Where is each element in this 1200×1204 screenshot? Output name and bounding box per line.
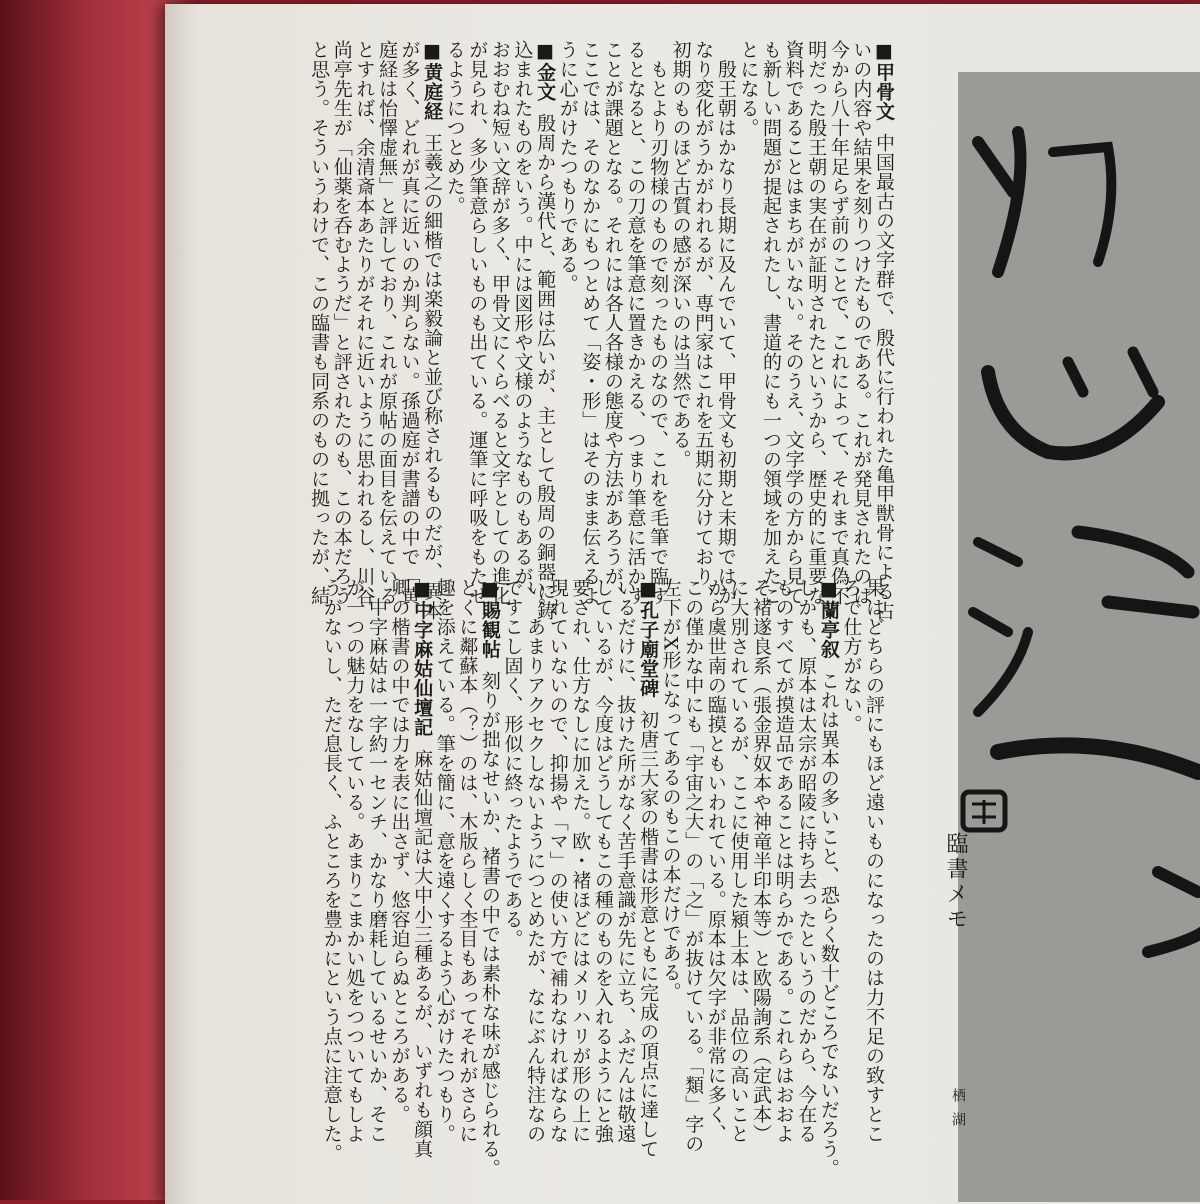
text-column [669, 40, 692, 565]
text-column [556, 40, 579, 565]
text-column [466, 40, 489, 606]
column-text: 今から八十年足らず前のことで、これによって、それまで真偽不 [827, 40, 850, 606]
text-column [388, 578, 411, 1148]
brush-stroke [1078, 532, 1193, 612]
brush-stroke [973, 542, 1028, 712]
text-column [478, 578, 501, 1178]
text-column [511, 40, 534, 606]
column-text: が一つの魅力をなしている。あまりこまかい処をつついてもしよ [343, 578, 366, 1144]
text-column [375, 40, 398, 606]
text-column [749, 578, 772, 1148]
section-heading: ■甲骨文 [873, 40, 895, 121]
text-column [443, 40, 466, 565]
text-column [534, 40, 557, 621]
text-column [827, 40, 850, 606]
text-column [591, 578, 614, 1148]
column-text: 刻りが拙なせいか、褚書の中では素朴な味が感じられる。 [478, 671, 501, 1178]
text-column [398, 40, 421, 606]
text-column [411, 578, 434, 1159]
brush-stroke [998, 745, 1198, 772]
brush-stroke [1053, 147, 1111, 262]
text-column [727, 578, 750, 1148]
text-column [343, 578, 366, 1148]
brush-stroke [1068, 352, 1153, 392]
column-text: ものすべてが摸造品であることは明らかである。これらはおおよ [772, 578, 795, 1144]
text-column [850, 40, 873, 606]
column-text: るとなると、この刀意を筆意に置きかえる、つまり筆意に活かす [624, 40, 647, 606]
section-heading: ■黄庭経 [421, 40, 444, 121]
column-text: いの内容や結果を刻りつけたものである。これが発見されたのは [850, 40, 873, 606]
text-column [682, 578, 705, 1154]
column-text: 明だった殷王朝の実在が証明されたというから、歴史的に重要な [805, 40, 828, 606]
column-text: いるだけに、抜けた所がなく苦手意識が先に立ち、ふだんは敬遠 [614, 578, 637, 1144]
column-text: い。あまりアクセクしないようにつとめたが、なにぶん特注なの [524, 578, 547, 1144]
column-text: ことが課題となる。それには各人各様の態度や方法があろうが、 [601, 40, 624, 606]
text-column [862, 578, 885, 1148]
column-text: 殷周から漢代と、範囲は広いが、主として殷周の銅器に鋳 [534, 113, 557, 621]
text-column [795, 578, 818, 1148]
text-column [646, 40, 670, 606]
text-column [569, 578, 592, 1148]
column-text: もとより刃物様のもので刻ったものなので、これを毛筆で臨す [647, 40, 670, 606]
column-text: とくに鄰蘇本（？）のは、木版らしく杢目もあってそれがさらに [456, 578, 479, 1144]
text-column [456, 578, 479, 1148]
text-column [624, 40, 647, 606]
column-text: これは異本の多いこと、恐らく数十どころでないだろう。 [817, 671, 840, 1178]
memo-text-lower [320, 578, 885, 1178]
column-text: 初期のものほど古質の感が深いのは当然である。 [669, 40, 692, 469]
text-column [433, 578, 456, 1148]
text-column [353, 40, 376, 606]
column-text: しかも、原本は太宗が昭陵に持ち去ったというのだから、今在る [795, 578, 818, 1144]
column-text: ここでは、そのなかにもつとめて「姿・形」はそのまま伝えるよ [579, 40, 602, 606]
column-text: 尚亭先生が「仙薬を呑むようだ」と評されたのも、この本だろう [330, 40, 353, 606]
column-text: しているが、今度はどうしてもこの種のものを入れるようにと強 [591, 578, 614, 1144]
column-text: この僅かな中にも「宇宙之大」の「之」が抜けている。「類」字の [682, 578, 705, 1154]
column-text: 王羲之の細楷では楽毅論と並び称されるものだが、異本 [421, 133, 444, 621]
column-text: 趣を添えている。筆を簡に、意を遠くするよう心がけたつもり。 [433, 578, 456, 1144]
text-column [546, 578, 569, 1148]
text-column [365, 578, 388, 1148]
section-heading: ■賜観帖 [478, 578, 501, 659]
column-text: 要され、仕方なしに加えた。欧・褚ほどにはメリハリが形の上に [569, 578, 592, 1144]
text-column [579, 40, 602, 606]
text-column [330, 40, 353, 606]
column-text: おおむね短い文辞が多く、甲骨文にくらべると文字としての進化 [488, 40, 511, 606]
column-text: 麻姑仙壇記は大中小三種あるが、いずれも顔真 [411, 749, 434, 1159]
text-column [636, 578, 660, 1159]
brush-stroke [978, 132, 1021, 272]
text-column [737, 40, 760, 565]
column-text: から虞世南の臨摸ともいわれている。原本は欠字が非常に多く、 [704, 578, 727, 1144]
text-column [817, 578, 840, 1178]
column-text: 果はどちらの評にもほど遠いものになったのは力不足の致すとこ [863, 578, 885, 1144]
memo-author: 栖湖 [950, 1088, 966, 1136]
column-text: と思う。そういうわけで、この臨書も同系のものに拠ったが、結 [308, 40, 331, 606]
column-text: 中国最古の文字群で、殷代に行われた亀甲獣骨による占 [873, 133, 895, 621]
text-column [805, 40, 828, 606]
section-heading: ■金文 [534, 40, 557, 102]
column-text: も新しい問題が提起されたし、書道的にも一つの領域を加えたこ [760, 40, 783, 606]
section-heading: ■蘭亭叙 [817, 578, 840, 659]
column-text: に大別されているが、ここに使用した潁上本は、品位の高いこと [727, 578, 750, 1144]
column-text: が見られ、多少筆意らしいものも出ている。運筆に呼吸をもたせ [466, 40, 489, 606]
column-text: るようにつとめた。 [443, 40, 466, 216]
text-column [488, 40, 511, 606]
column-text: 込まれたものをいう。中には図形や文様のようなものもあるが、 [511, 40, 534, 606]
column-text: 中字麻姑は一字約一センチ、かなり磨耗しているせいか、そこ [365, 578, 388, 1144]
text-column [704, 578, 727, 1148]
section-heading: ■孔子廟堂碑 [637, 578, 660, 698]
column-text: 現れていないので、抑揚や「マ」の使い方で補わなければならな [546, 578, 569, 1144]
text-column [308, 40, 331, 606]
column-text: とすれば、余清斎本あたりがそれに近いように思われるし、川谷 [353, 40, 376, 606]
text-column [320, 578, 343, 1163]
text-column [772, 578, 795, 1148]
text-column [501, 578, 524, 1148]
column-text: 左下がX形になってあるのもこの本だけである。 [659, 578, 682, 1002]
column-text: 資料であることはまちがいない。そのうえ、文字学の方から見て [782, 40, 805, 606]
column-text: が多く、どれが真に近いのか判らない。孫過庭が書譜の中で「黄 [398, 40, 421, 606]
text-column [421, 40, 444, 621]
text-column [692, 40, 715, 606]
column-text: 殷王朝はかなり長期に及んでいて、甲骨文も初期と末期ではか [714, 40, 737, 606]
column-text: うがないし、ただ息長く、ふところを豊かにという点に注意した。 [320, 578, 343, 1163]
text-column [614, 578, 637, 1148]
brush-stroke [1148, 872, 1200, 952]
memo-title: 臨書メモ [943, 832, 968, 932]
calligraphy-brush-strokes [958, 72, 1200, 1202]
text-column [601, 40, 624, 606]
text-column [840, 578, 863, 1148]
column-text: ろで仕方がない。 [840, 578, 863, 734]
text-column [714, 40, 737, 606]
text-column [782, 40, 805, 606]
text-column [872, 40, 895, 621]
column-text: 初唐三大家の楷書は形意ともに完成の頂点に達して [637, 710, 660, 1159]
column-text: 卿の楷書の中では力を表に出さず、悠容迫らぬところがある。 [388, 578, 411, 1124]
text-column [524, 578, 547, 1148]
column-text: そ褚遂良系（張金界奴本や神竜半印本等）と欧陽詢系（定武本） [750, 578, 773, 1144]
section-heading: ■中字麻姑仙壇記 [411, 578, 434, 737]
column-text: うに心がけたつもりである。 [556, 40, 579, 294]
column-text: 庭経は怡懌虚無」と評しており、これが原帖の面目を伝えている [375, 40, 398, 606]
text-column [659, 578, 682, 1148]
column-text: とになる。 [737, 40, 760, 138]
text-column [759, 40, 783, 606]
column-text: なり変化がうかがわれるが、専門家はこれを五期に分けており、 [692, 40, 715, 606]
column-text: ですこし固く、形似に終ったようである。 [501, 578, 524, 949]
